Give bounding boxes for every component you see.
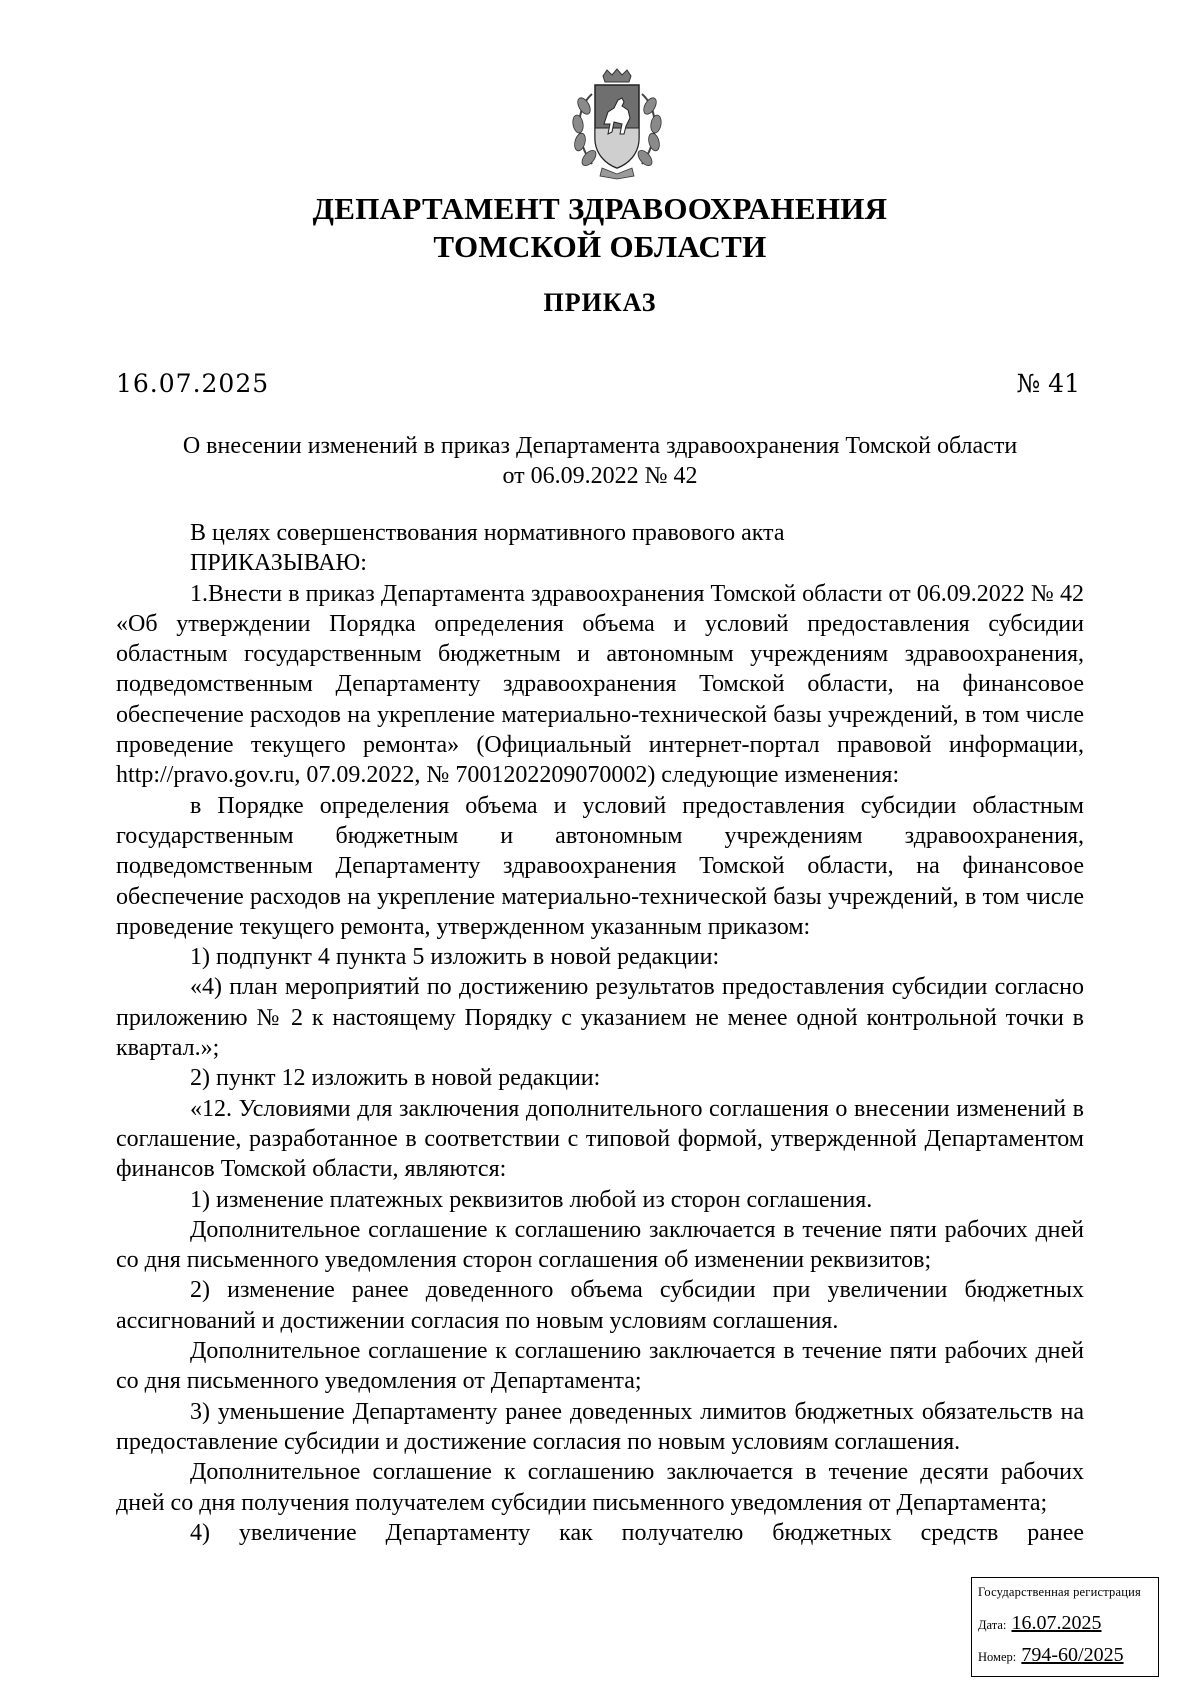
order-directive: ПРИКАЗЫВАЮ: (190, 550, 367, 577)
subject-line1: О внесении изменений в приказ Департамента здравоохранения Томской области (182, 433, 1018, 459)
paragraph-subitem-1: 1) подпункт 4 пункта 5 изложить в новой редакции: (190, 944, 720, 971)
paragraph-agreement-2: Дополнительное соглашение к соглашению заключается в течение пяти рабочих дней со дня письменного уведомления от Департамента; (116, 1338, 1084, 1395)
paragraph-condition-2: 2) изменение ранее доведенного объема субсидии при увеличении бюджетных ассигнований и достижении согласия по новым условиям соглашения. (116, 1277, 1084, 1334)
order-date: 16.07.2025 (116, 369, 270, 398)
order-body (116, 518, 1084, 1548)
paragraph-subitem-2: 2) пункт 12 изложить в новой редакции: (190, 1065, 601, 1092)
paragraph-item-1: 1.Внести в приказ Департамента здравоохранения Томской области от 06.09.2022 № 42 «Об утверждении Порядка определения объема и условий предоставления субсидии областным государственным бюджетным и автономным учреждениям здравоохранения, подведомственным Департаменту здравоохранения Томской области, на финансовое обеспечение расходов на укрепление материально-технической базы учреждений, в том числе проведение текущего ремонта» (Официальный интернет-портал правовой информации, http://pravo.gov.ru, 07.09.2022, № 7001202209070002) следующие изменения: (116, 580, 1084, 789)
coat-of-arms-emblem (562, 68, 672, 180)
registration-stamp (971, 1577, 1159, 1677)
paragraph-new-item-12: «12. Условиями для заключения дополнительного соглашения о внесении изменений в соглашение, разработанное в соответствии с типовой формой, утвержденной Департаментом финансов Томской области, являются: (116, 1095, 1084, 1183)
paragraph-agreement-3: Дополнительное соглашение к соглашению заключается в течение десяти рабочих дней со дня получения получателем субсидии письменного уведомления от Департамента; (116, 1459, 1084, 1516)
paragraph-agreement-1: Дополнительное соглашение к соглашению заключается в течение пяти рабочих дней со дня письменного уведомления сторон соглашения об изменении реквизитов; (116, 1216, 1084, 1274)
emblem-icon (562, 68, 672, 180)
subject-line2: от 06.09.2022 № 42 (502, 463, 698, 489)
paragraph-new-subitem-4: «4) план мероприятий по достижению результатов предоставления субсидии согласно приложению № 2 к настоящему Порядку с указанием не менее одной контрольной точки в квартал.»; (116, 974, 1084, 1062)
stamp-date-value: 16.07.2025 (1011, 1612, 1102, 1634)
order-subject (116, 431, 1084, 491)
stamp-number-label: Номер: (978, 1650, 1017, 1664)
paragraph-condition-4: 4) увеличение Департаменту как получателю бюджетных средств ранее (190, 1519, 1084, 1546)
stamp-number-value: 794-60/2025 (1021, 1644, 1124, 1666)
document-type-title: ПРИКАЗ (543, 288, 657, 317)
preamble-paragraph: В целях совершенствования нормативного правового акта (190, 520, 785, 546)
department-name-line2: ТОМСКОЙ ОБЛАСТИ (433, 229, 767, 264)
paragraph-condition-3: 3) уменьшение Департаменту ранее доведенных лимитов бюджетных обязательств на предоставление субсидии и достижение согласия по новым условиям соглашения. (116, 1398, 1084, 1455)
stamp-date-row (978, 1612, 1102, 1635)
department-name-line1: ДЕПАРТАМЕНТ ЗДРАВООХРАНЕНИЯ (312, 191, 888, 226)
stamp-number-row (978, 1644, 1124, 1667)
stamp-title: Государственная регистрация (978, 1585, 1141, 1599)
paragraph-procedure: в Порядке определения объема и условий предоставления субсидии областным государственным бюджетным и автономным учреждениям здравоохранения, подведомственным Департаменту здравоохранения Томской области, на финансовое обеспечение расходов на укрепление материально-технической базы учреждений, в том числе проведение текущего ремонта, утвержденном указанным приказом: (116, 792, 1084, 940)
order-number: № 41 (1016, 369, 1080, 398)
paragraph-condition-1: 1) изменение платежных реквизитов любой из сторон соглашения. (190, 1186, 873, 1213)
stamp-date-label: Дата: (978, 1618, 1007, 1632)
